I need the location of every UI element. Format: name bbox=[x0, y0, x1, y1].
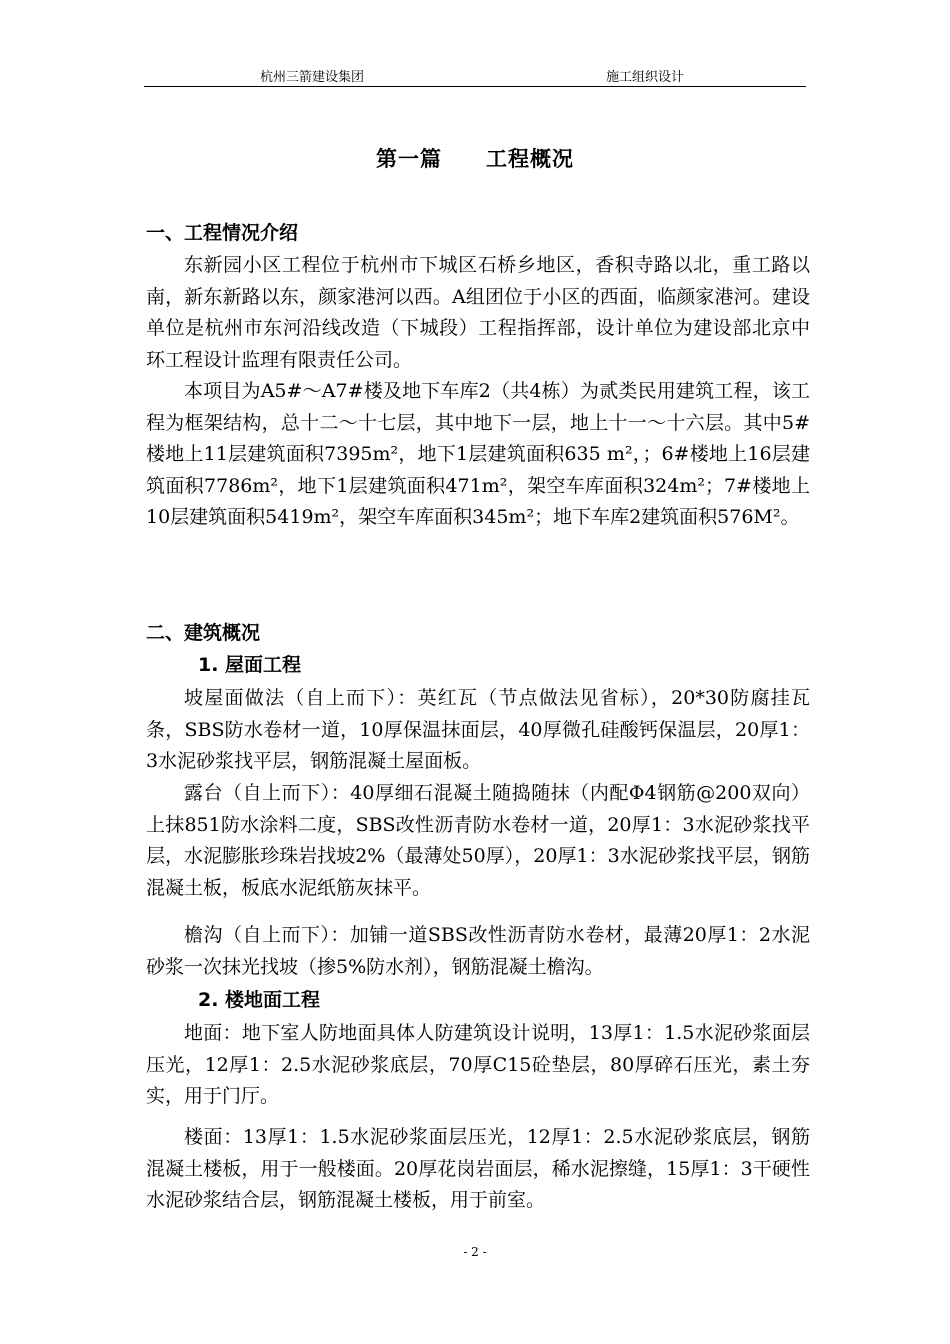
page-number: - 2 - bbox=[463, 1245, 487, 1259]
section-heading-project-intro: 一、工程情况介绍 bbox=[146, 222, 299, 244]
paragraph-project-scope: 本项目为A5#～A7#楼及地下车库2（共4栋）为贰类民用建筑工程，该工程为框架结构，总十二～十七层，其中地下一层，地上十一～十六层。其中5#楼地上11层建筑面积7395m²，地下1层建筑面积635 m²，；6#楼地上16层建筑面积7786m²，地下1层建筑面积471m²，架空车库面积324m²；7#楼地上10层建筑面积5419m²，架空车库面积345m²；地下车库2建筑面积576M²。 bbox=[146, 380, 810, 528]
paragraph-ground-floor: 地面：地下室人防地面具体人防建筑设计说明，13厚1：1.5水泥砂浆面层压光，12厚1：2.5水泥砂浆底层，70厚C15砼垫层，80厚碎石压光，素土夯实，用于门厅。 bbox=[146, 1022, 810, 1107]
paragraph-project-location: 东新园小区工程位于杭州市下城区石桥乡地区，香积寺路以北，重工路以南，新东新路以东，颜家港河以西。A组团位于小区的西面，临颜家港河。建设单位是杭州市东河沿线改造（下城段）工程指挥部，设计单位为建设部北京中环工程设计监理有限责任公司。 bbox=[146, 254, 810, 371]
header-doc-type: 施工组织设计 bbox=[606, 70, 685, 85]
subsection-heading-roofing: 1. 屋面工程 bbox=[198, 654, 302, 676]
section-heading-architecture: 二、建筑概况 bbox=[146, 622, 261, 644]
page-header bbox=[144, 64, 806, 87]
chapter-title: 第一篇 工程概况 bbox=[376, 147, 574, 171]
header-company: 杭州三箭建设集团 bbox=[260, 70, 365, 85]
paragraph-upper-floor: 楼面：13厚1：1.5水泥砂浆面层压光，12厚1：2.5水泥砂浆底层，钢筋混凝土楼板，用于一般楼面。20厚花岗岩面层，稀水泥擦缝，15厚1：3干硬性水泥砂浆结合层，钢筋混凝土楼板，用于前室。 bbox=[146, 1126, 810, 1211]
paragraph-eaves-gutter: 檐沟（自上而下）：加铺一道SBS改性沥青防水卷材，最薄20厚1：2水泥砂浆一次抹光找坡（掺5%防水剂），钢筋混凝土檐沟。 bbox=[146, 924, 810, 978]
subsection-heading-floors: 2. 楼地面工程 bbox=[198, 989, 321, 1011]
paragraph-sloped-roof: 坡屋面做法（自上而下）：英红瓦（节点做法见省标），20*30防腐挂瓦条，SBS防水卷材一道，10厚保温抹面层，40厚微孔硅酸钙保温层，20厚1：3水泥砂浆找平层，钢筋混凝土屋面板。 bbox=[146, 687, 810, 772]
paragraph-terrace: 露台（自上而下）：40厚细石混凝土随捣随抹（内配Φ4钢筋@200双向）上抹851防水涂料二度，SBS改性沥青防水卷材一道，20厚1：3水泥砂浆找平层，水泥膨胀珍珠岩找坡2%（最薄处50厚），20厚1：3水泥砂浆找平层，钢筋混凝土板，板底水泥纸筋灰抹平。 bbox=[146, 782, 810, 899]
